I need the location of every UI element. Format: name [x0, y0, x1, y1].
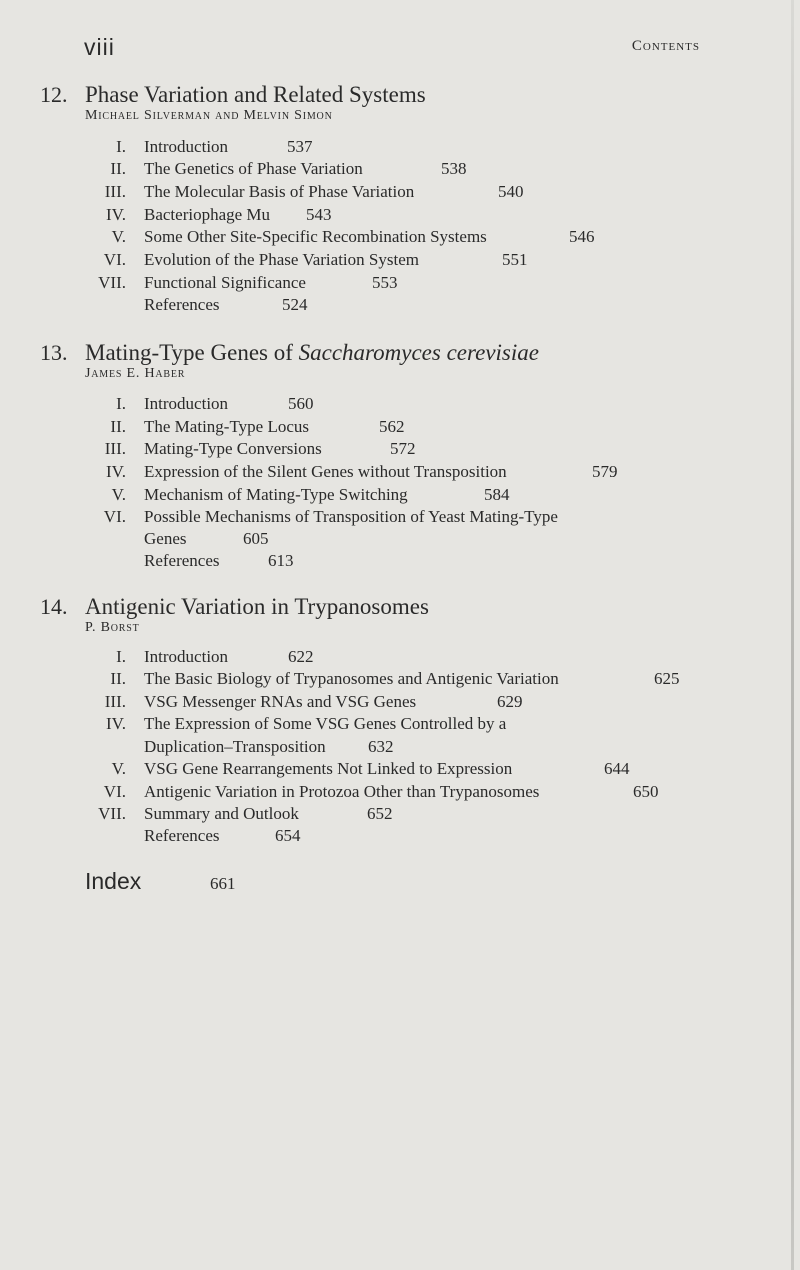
section-numeral: I. [116, 394, 126, 413]
section-title: VSG Gene Rearrangements Not Linked to Expression [144, 759, 513, 778]
section-title: Expression of the Silent Genes without Transposition [144, 462, 507, 481]
section-numeral: VI. [103, 250, 126, 269]
section-page: 579 [592, 462, 618, 481]
chapter-number: 14. [40, 594, 68, 619]
section-numeral: IV. [106, 205, 126, 224]
section-page: 605 [243, 529, 269, 548]
page-edge-shadow [791, 0, 794, 1270]
section-title: Antigenic Variation in Protozoa Other than Trypanosomes [144, 782, 540, 801]
section-title: The Mating-Type Locus [144, 417, 309, 436]
section-title: References [144, 551, 220, 570]
section-title: Evolution of the Phase Variation System [144, 250, 419, 269]
chapter-title-italic: Saccharomyces cerevisiae [298, 340, 539, 365]
section-numeral: III. [104, 182, 126, 201]
section-numeral: II. [110, 669, 126, 688]
section-page: 632 [368, 737, 394, 756]
section-page: 644 [604, 759, 630, 778]
section-numeral: V. [111, 485, 126, 504]
index-label: Index [85, 868, 142, 894]
section-numeral: III. [104, 692, 126, 711]
section-numeral: I. [116, 647, 126, 666]
section-title: The Molecular Basis of Phase Variation [144, 182, 415, 201]
section-numeral: IV. [106, 462, 126, 481]
section-numeral: VII. [98, 804, 126, 823]
running-head: Contents [631, 38, 700, 54]
chapter-title: Mating-Type Genes of Saccharomyces cerevisiae [85, 340, 539, 365]
section-title: Some Other Site-Specific Recombination Systems [144, 227, 487, 246]
section-page: 622 [288, 647, 314, 666]
section-title: The Basic Biology of Trypanosomes and Antigenic Variation [144, 669, 559, 688]
section-title: Introduction [144, 394, 229, 413]
section-page: 572 [390, 439, 416, 458]
section-page: 584 [484, 485, 510, 504]
section-title: Mating-Type Conversions [144, 439, 322, 458]
section-page: 629 [497, 692, 523, 711]
chapter-title: Phase Variation and Related Systems [85, 82, 426, 107]
section-numeral: VII. [98, 273, 126, 292]
section-title: Possible Mechanisms of Transposition of Yeast Mating-Type [144, 507, 558, 526]
section-page: 650 [633, 782, 659, 801]
chapter-number: 13. [40, 340, 68, 365]
section-page: 546 [569, 227, 595, 246]
section-title: References [144, 826, 220, 845]
index-page: 661 [210, 874, 236, 893]
chapter-number: 12. [40, 82, 68, 107]
chapter-author: James E. Haber [85, 366, 186, 381]
section-page: 553 [372, 273, 398, 292]
section-title: Mechanism of Mating-Type Switching [144, 485, 408, 504]
section-title: References [144, 295, 220, 314]
chapter-title: Antigenic Variation in Trypanosomes [85, 594, 429, 619]
section-numeral: I. [116, 137, 126, 156]
section-page: 538 [441, 159, 467, 178]
chapter-author: Michael Silverman and Melvin Simon [85, 108, 333, 123]
section-numeral: V. [111, 227, 126, 246]
section-page: 537 [287, 137, 313, 156]
section-page: 560 [288, 394, 314, 413]
section-numeral: II. [110, 417, 126, 436]
section-title: The Genetics of Phase Variation [144, 159, 363, 178]
section-numeral: VI. [103, 782, 126, 801]
section-numeral: II. [110, 159, 126, 178]
section-title: VSG Messenger RNAs and VSG Genes [144, 692, 417, 711]
section-numeral: V. [111, 759, 126, 778]
section-title: Summary and Outlook [144, 804, 299, 823]
section-title-continued: Genes [144, 529, 187, 548]
section-page: 540 [498, 182, 524, 201]
chapter-author: P. Borst [85, 620, 140, 635]
section-page: 652 [367, 804, 393, 823]
section-page: 543 [306, 205, 332, 224]
section-page: 551 [502, 250, 528, 269]
section-numeral: VI. [103, 507, 126, 526]
section-title: Introduction [144, 137, 229, 156]
section-title: Introduction [144, 647, 229, 666]
section-title: The Expression of Some VSG Genes Controlled by a [144, 714, 507, 733]
section-numeral: IV. [106, 714, 126, 733]
section-page: 524 [282, 295, 308, 314]
page-number: viii [84, 34, 115, 60]
section-page: 562 [379, 417, 405, 436]
section-page: 625 [654, 669, 680, 688]
section-title: Functional Significance [144, 273, 306, 292]
section-title: Bacteriophage Mu [144, 205, 271, 224]
section-numeral: III. [104, 439, 126, 458]
section-page: 613 [268, 551, 294, 570]
section-page: 654 [275, 826, 301, 845]
section-title-continued: Duplication–Transposition [144, 737, 326, 756]
